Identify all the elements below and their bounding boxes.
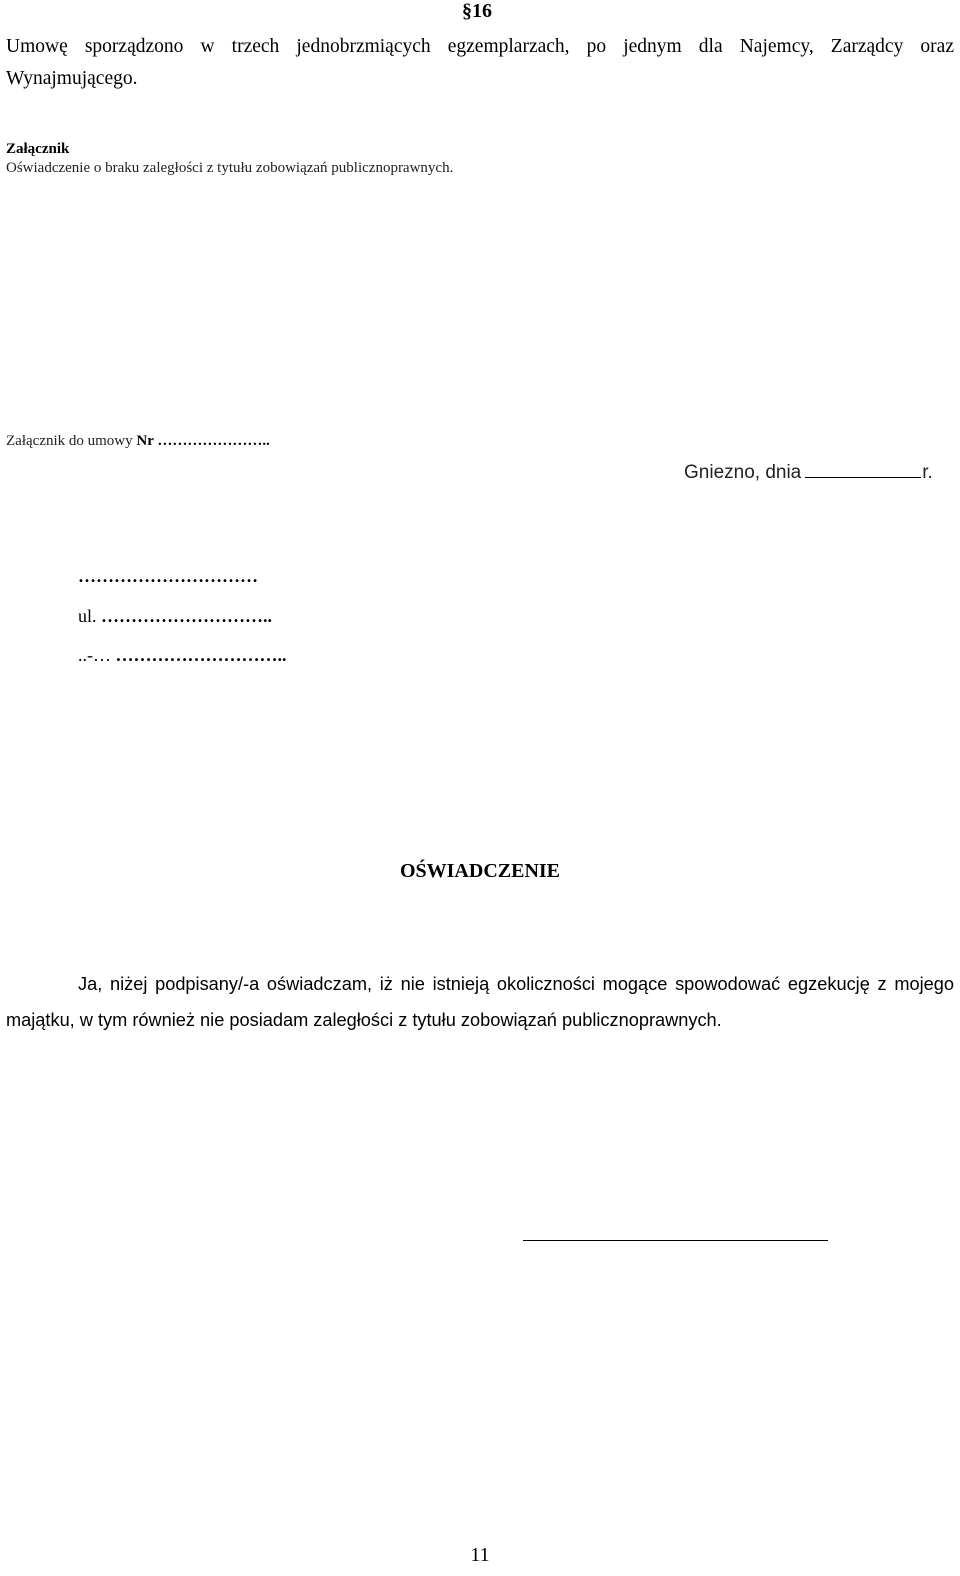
place-date-suffix: r.	[922, 462, 933, 483]
signature-line	[523, 1240, 828, 1241]
name-blank: …………………………	[78, 566, 258, 586]
postal-prefix: ..-…	[78, 645, 111, 665]
street-prefix: ul.	[78, 606, 97, 626]
statement-title: OŚWIADCZENIE	[399, 860, 561, 882]
intro-paragraph: Umowę sporządzono w trzech jednobrzmiących egzemplarzach, po jednym dla Najemcy, Zarządcy oraz Wynajmującego.	[6, 36, 954, 89]
section-number: §16	[462, 0, 492, 22]
annex-description: Oświadczenie o braku zaległości z tytułu zobowiązań publicznoprawnych.	[6, 160, 454, 176]
contract-annex-line	[6, 433, 270, 450]
page-number: 11	[470, 1544, 490, 1566]
place-date-line	[684, 462, 933, 484]
place-date-prefix: Gniezno, dnia	[684, 462, 802, 483]
street-blank: ………………………..	[101, 606, 273, 626]
statement-text: Ja, niżej podpisany/-a oświadczam, iż nie istnieją okoliczności mogące spowodować egzekucję z mojego majątku, w tym również nie posiadam zaległości z tytułu zobowiązań publicznoprawnych.	[6, 974, 954, 1030]
contract-annex-label: Załącznik do umowy	[6, 433, 133, 449]
postal-line	[78, 645, 287, 666]
city-blank: ………………………..	[115, 645, 287, 665]
annex-heading: Załącznik	[6, 141, 70, 157]
date-blank-field	[805, 463, 921, 478]
contract-number-blank: Nr …………………..	[136, 433, 270, 449]
street-line	[78, 606, 272, 627]
